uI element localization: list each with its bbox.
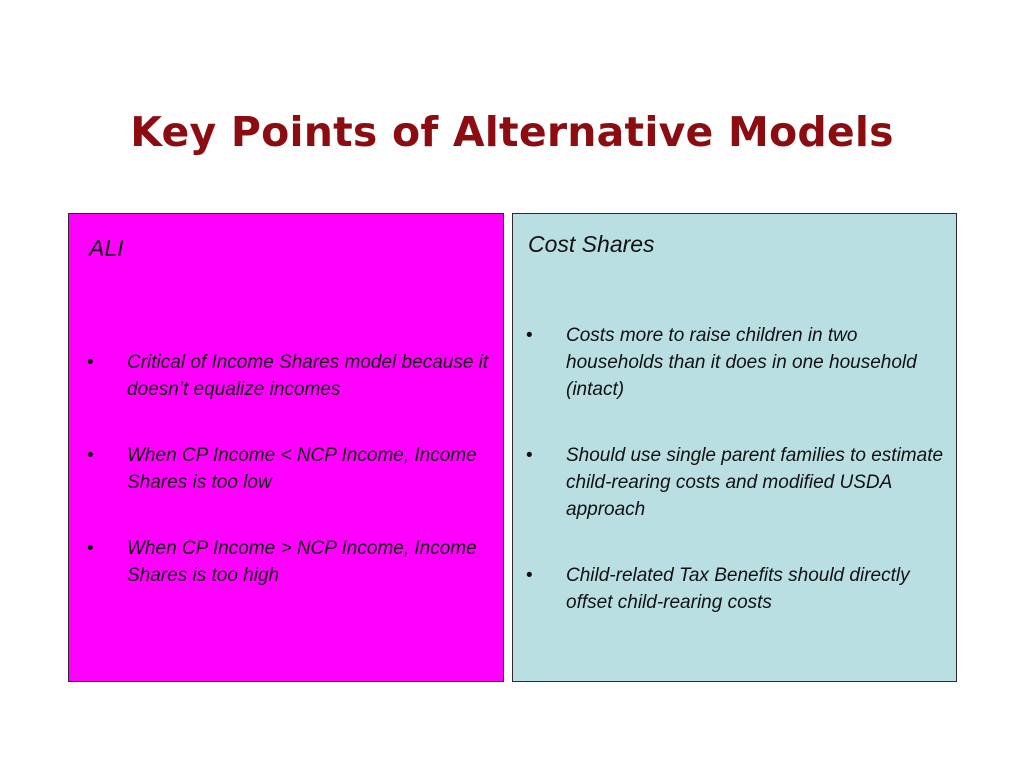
bullet-icon: • <box>526 565 533 586</box>
bullet-item <box>524 442 944 523</box>
slide-title: Key Points of Alternative Models <box>130 108 894 156</box>
bullet-icon: • <box>526 445 533 466</box>
bullet-item <box>85 349 495 403</box>
ali-panel-heading: ALI <box>89 235 124 261</box>
bullet-item <box>524 562 944 616</box>
bullet-icon: • <box>87 352 94 373</box>
bullet-text: Costs more to raise children in two households than it does in one household (intact) <box>566 325 917 400</box>
cost-shares-bullet-list <box>524 322 944 616</box>
bullet-text: When CP Income < NCP Income, Income Shares is too low <box>127 445 477 493</box>
bullet-icon: • <box>526 325 533 346</box>
cost-shares-panel <box>512 213 957 682</box>
bullet-item <box>85 442 495 496</box>
bullet-text: Critical of Income Shares model because it doesn’t equalize incomes <box>127 352 489 400</box>
bullet-icon: • <box>87 445 94 466</box>
ali-panel <box>68 213 504 682</box>
bullet-text: When CP Income > NCP Income, Income Shares is too high <box>127 538 477 586</box>
bullet-item <box>85 535 495 589</box>
ali-bullet-list <box>85 349 495 589</box>
bullet-item <box>524 322 944 403</box>
bullet-text: Should use single parent families to estimate child-rearing costs and modified USDA approach <box>566 445 944 520</box>
bullet-icon: • <box>87 538 94 559</box>
cost-shares-panel-heading: Cost Shares <box>528 231 655 257</box>
bullet-text: Child-related Tax Benefits should directly offset child-rearing costs <box>566 565 910 613</box>
